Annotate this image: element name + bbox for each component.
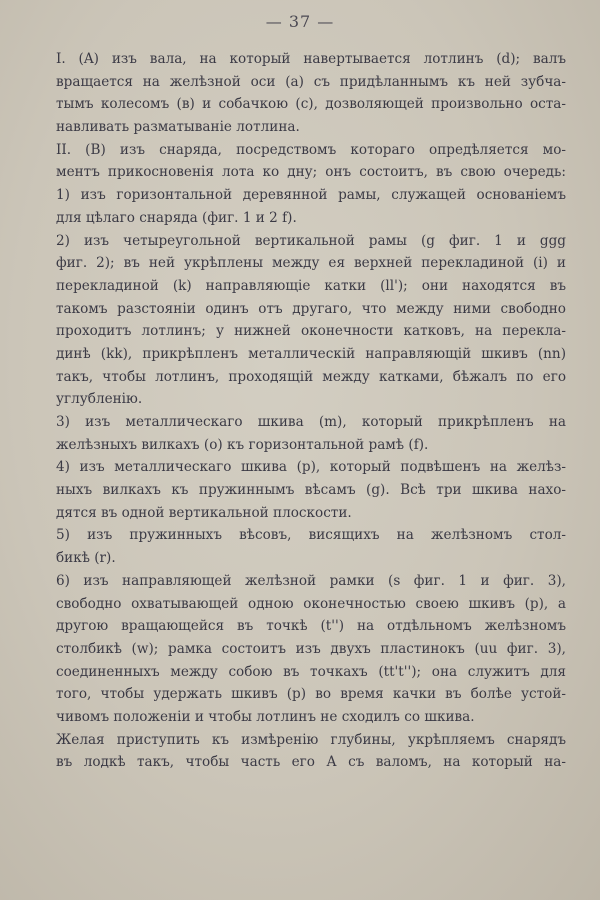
text-line: перекладиной (k) направляющіе катки (ll'); они находятся въ [56,277,566,294]
text-line: тымъ колесомъ (в) и собачкою (с), дозволяющей произвольно оста- [56,96,566,113]
text-line: въ лодкѣ такъ, чтобы часть его А съ валомъ, на который на- [56,754,566,771]
text-line: чивомъ положеніи и чтобы лотлинъ не сходилъ со шкива. [56,708,475,725]
text-line: 6) изъ направляющей желѣзной рамки (s фиг. 1 и фиг. 3), [56,572,566,589]
text-line: бикѣ (r). [56,550,116,567]
text-line: навливать разматываніе лотлина. [56,119,300,136]
text-line: Желая приступить къ измѣренію глубины, укрѣпляемъ снарядъ [56,731,566,748]
text-line: дятся въ одной вертикальной плоскости. [56,504,352,521]
text-line: такомъ разстояніи одинъ отъ другаго, что между ними свободно [56,300,566,317]
text-line: того, чтобы удержать шкивъ (р) во время качки въ болѣе устой- [56,686,566,703]
text-line: фиг. 2); въ ней укрѣплены между ея верхней перекладиной (i) и [56,255,566,272]
text-line: для цѣлаго снаряда (фиг. 1 и 2 f). [56,209,297,226]
text-line: столбикѣ (w); рамка состоитъ изъ двухъ пластинокъ (uu фиг. 3), [56,640,566,657]
text-line: другою вращающейся въ точкѣ (t'') на отдѣльномъ желѣзномъ [56,618,566,635]
text-line: 1) изъ горизонтальной деревянной рамы, служащей основаніемъ [56,187,566,204]
page-number: — 37 — [265,12,335,31]
text-line: 3) изъ металлическаго шкива (m), который прикрѣпленъ на [56,414,566,430]
text-line: ныхъ вилкахъ къ пружиннымъ вѣсамъ (g). Всѣ три шкива нахо- [56,482,566,499]
text-line: свободно охватывающей одною оконечностью своею шкивъ (р), а [56,595,566,612]
text-line: вращается на желѣзной оси (а) съ придѣланнымъ къ ней зубча- [56,73,566,90]
body-text [56,48,566,774]
text-line: желѣзныхъ вилкахъ (о) къ горизонтальной рамѣ (f). [56,436,429,453]
text-line: углубленію. [56,391,143,408]
text-line: 2) изъ четыреугольной вертикальной рамы (g фиг. 1 и ggg [56,232,566,249]
text-line: 5) изъ пружинныхъ вѣсовъ, висящихъ на желѣзномъ стол- [56,527,566,544]
text-line: 4) изъ металлическаго шкива (р), который подвѣшенъ на желѣз- [56,459,566,476]
text-line: динѣ (kk), прикрѣпленъ металлическій направляющій шкивъ (nn) [56,345,566,362]
text-line: проходитъ лотлинъ; у нижней оконечности катковъ, на перекла- [56,323,566,340]
text-line: ментъ прикосновенія лота ко дну; онъ состоитъ, въ свою очередь: [56,164,566,181]
text-line: такъ, чтобы лотлинъ, проходящій между катками, бѣжалъ по его [56,368,566,385]
text-line: I. (A) изъ вала, на который навертывается лотлинъ (d); валъ [56,51,566,67]
text-line: II. (B) изъ снаряда, посредствомъ котораго опредѣляется мо- [56,141,566,158]
text-line: соединенныхъ между собою въ точкахъ (tt't''); она служитъ для [56,663,566,680]
